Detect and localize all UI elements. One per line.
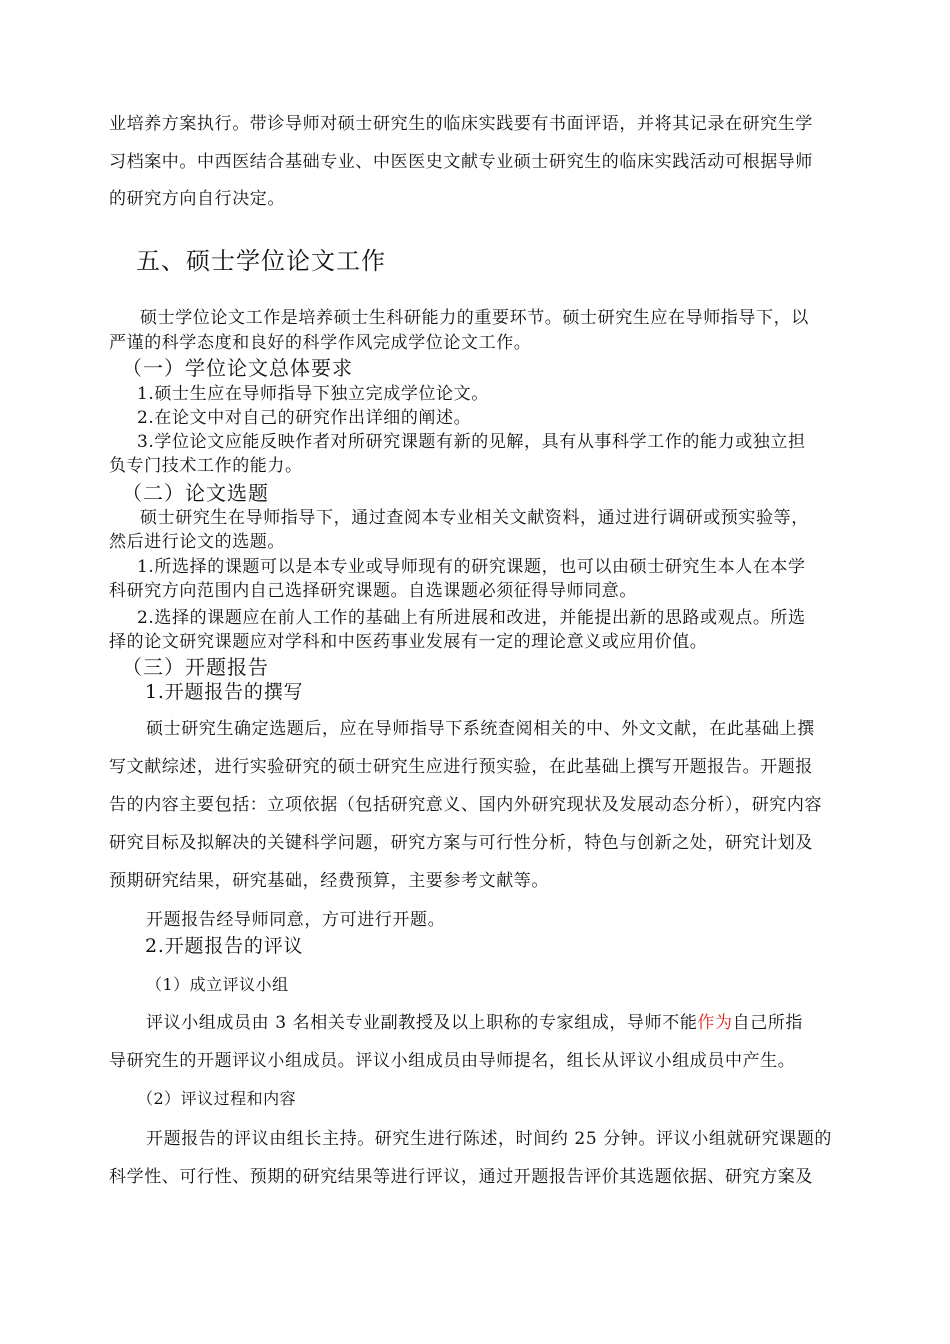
continued-paragraph-line-2: 习档案中。中西医结合基础专业、中医医史文献专业硕士研究生的临床实践活动可根据导师 [109,152,813,172]
requirement-item-3-line-2: 负专门技术工作的能力。 [109,456,303,476]
topic-item-2-line-2: 择的论文研究课题应对学科和中医药事业发展有一定的理论意义或应用价值。 [109,632,708,652]
proposal-approval-line: 开题报告经导师同意，方可进行开题。 [146,910,446,930]
review-process-line-2: 科学性、可行性、预期的研究结果等进行评议，通过开题报告评价其选题依据、研究方案及 [109,1167,813,1187]
topic-intro-line-1: 硕士研究生在导师指导下，通过查阅本专业相关文献资料，通过进行调研或预实验等， [140,508,809,528]
topic-item-2-line-1: 2.选择的课题应在前人工作的基础上有所进展和改进，并能提出新的思路或观点。所选 [137,608,806,628]
review-process-subheading: （2）评议过程和内容 [137,1089,297,1108]
proposal-writing-heading: 1.开题报告的撰写 [145,681,304,703]
proposal-writing-line-5: 预期研究结果，研究基础，经费预算，主要参考文献等。 [109,871,549,891]
topic-intro-line-2: 然后进行论文的选题。 [109,532,285,552]
continued-paragraph-line-3: 的研究方向自行决定。 [109,189,285,209]
requirement-item-2: 2.在论文中对自己的研究作出详细的阐述。 [137,408,472,428]
proposal-writing-line-3: 告的内容主要包括：立项依据（包括研究意义、国内外研究现状及发展动态分析），研究内容 [109,795,823,815]
topic-item-1-line-2: 科研究方向范围内自己选择研究课题。自选课题必须征得导师同意。 [109,581,637,601]
section-5-intro-line-1: 硕士学位论文工作是培养硕士生科研能力的重要环节。硕士研究生应在导师指导下，以 [140,308,809,328]
subsection-3-heading: （三）开题报告 [122,655,269,679]
review-process-line-1: 开题报告的评议由组长主持。研究生进行陈述，时间约 25 分钟。评议小组就研究课题的 [146,1129,833,1149]
proposal-writing-line-4: 研究目标及拟解决的关键科学问题，研究方案与可行性分析，特色与创新之处，研究计划及 [109,833,813,853]
proposal-review-heading: 2.开题报告的评议 [145,935,304,957]
review-group-subheading: （1）成立评议小组 [146,975,289,994]
review-group-text-b: 自己所指 [732,1013,804,1033]
section-5-intro-line-2: 严谨的科学态度和良好的科学作风完成学位论文工作。 [109,333,532,353]
review-group-line-1 [146,1012,803,1034]
topic-item-1-line-1: 1.所选择的课题可以是本专业或导师现有的研究课题，也可以由硕士研究生本人在本学 [137,557,806,577]
proposal-writing-line-1: 硕士研究生确定选题后，应在导师指导下系统查阅相关的中、外文文献，在此基础上撰 [146,719,815,739]
highlighted-text: 作为 [697,1013,733,1033]
review-group-line-2: 导研究生的开题评议小组成员。评议小组成员由导师提名，组长从评议小组成员中产生。 [109,1051,796,1071]
subsection-2-heading: （二）论文选题 [122,481,269,505]
requirement-item-3-line-1: 3.学位论文应能反映作者对所研究课题有新的见解，具有从事科学工作的能力或独立担 [137,432,806,452]
review-group-text-a: 评议小组成员由 3 名相关专业副教授及以上职称的专家组成，导师不能 [146,1013,698,1033]
subsection-1-heading: （一）学位论文总体要求 [122,356,353,380]
continued-paragraph-line-1: 业培养方案执行。带诊导师对硕士研究生的临床实践要有书面评语，并将其记录在研究生学 [109,114,813,134]
requirement-item-1: 1.硕士生应在导师指导下独立完成学位论文。 [137,384,489,404]
section-5-heading: 五、硕士学位论文工作 [136,247,386,275]
proposal-writing-line-2: 写文献综述，进行实验研究的硕士研究生应进行预实验，在此基础上撰写开题报告。开题报 [109,757,813,777]
